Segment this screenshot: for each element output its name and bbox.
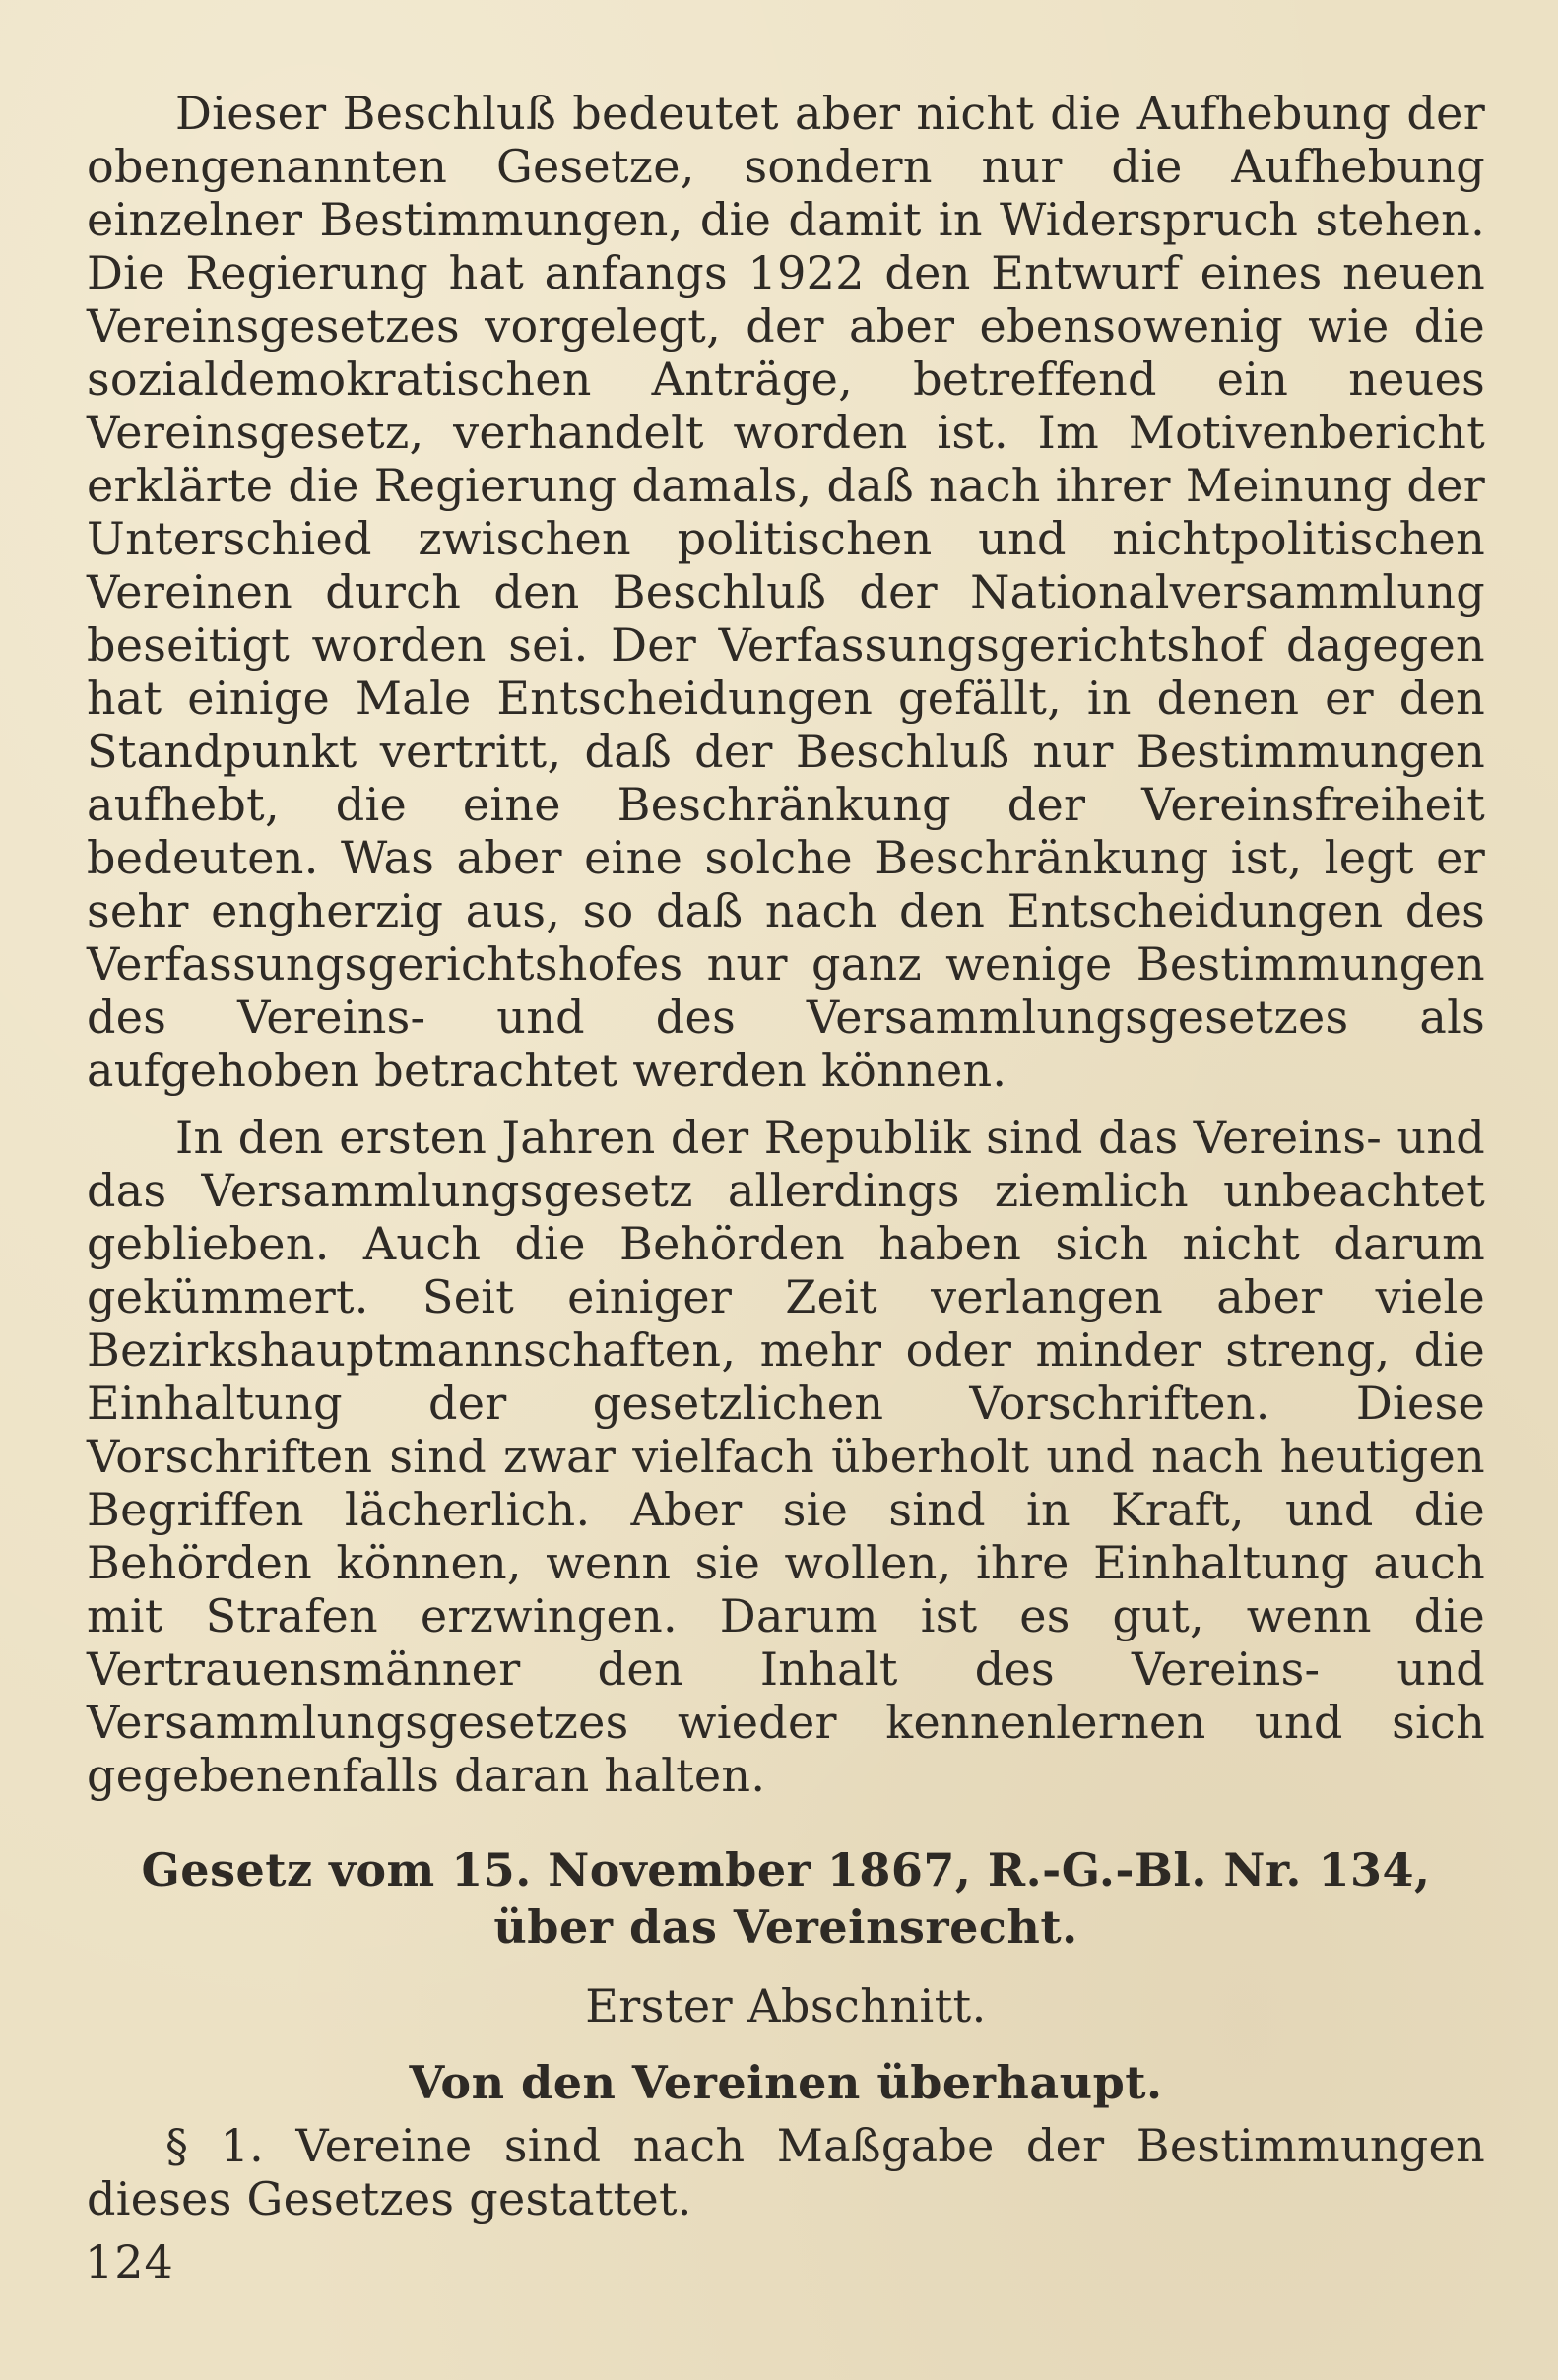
clause-paragraph: § 1. Vereine sind nach Maßgabe der Bestimmungen dieses Gesetzes gestattet. — [87, 2119, 1485, 2225]
section-title: Erster Abschnitt. — [585, 1979, 987, 2032]
law-title — [87, 1841, 1485, 1956]
page-body — [87, 87, 1485, 2225]
body-paragraph: In den ersten Jahren der Republik sind das Vereins- und das Versammlungsgesetz allerdings ziemlich unbeachtet geblieben. Auch die Behörden haben sich nicht darum gekümmert. Seit einiger Zeit verlangen aber viele Bezirkshauptmannschaften, mehr oder minder streng, die Einhaltung der gesetzlichen Vorschriften. Diese Vorschriften sind zwar vielfach überholt und nach heutigen Begriffen lächerlich. Aber sie sind in Kraft, und die Behörden können, wenn sie wollen, ihre Einhaltung auch mit Strafen erzwingen. Darum ist es gut, wenn die Vertrauensmänner den Inhalt des Vereins- und Versammlungsgesetzes wieder kennenlernen und sich gegebenenfalls daran halten. — [87, 1111, 1485, 1802]
page-number: 124 — [85, 2235, 174, 2288]
law-title-line: Gesetz vom 15. November 1867, R.-G.-Bl. Nr. 134, — [141, 1843, 1431, 1897]
subsection-title: Von den Vereinen überhaupt. — [409, 2056, 1163, 2109]
body-paragraph: Dieser Beschluß bedeutet aber nicht die Aufhebung der obengenannten Gesetze, sondern nur die Aufhebung einzelner Bestimmungen, die damit in Widerspruch stehen. Die Regierung hat anfangs 1922 den Entwurf eines neuen Vereinsgesetzes vorgelegt, der aber ebensowenig wie die sozialdemokratischen Anträge, betreffend ein neues Vereinsgesetz, verhandelt worden ist. Im Motivenbericht erklärte die Regierung damals, daß nach ihrer Meinung der Unterschied zwischen politischen und nichtpolitischen Vereinen durch den Beschluß der Nationalversammlung beseitigt worden sei. Der Verfassungsgerichtshof dagegen hat einige Male Entscheidungen gefällt, in denen er den Standpunkt vertritt, daß der Beschluß nur Bestimmungen aufhebt, die eine Beschränkung der Vereinsfreiheit bedeuten. Was aber eine solche Beschränkung ist, legt er sehr engherzig aus, so daß nach den Entscheidungen des Verfassungsgerichtshofes nur ganz wenige Bestimmungen des Vereins- und des Versammlungsgesetzes als aufgehoben betrachtet werden können. — [87, 87, 1485, 1097]
law-title-line: über das Vereinsrecht. — [493, 1900, 1078, 1954]
